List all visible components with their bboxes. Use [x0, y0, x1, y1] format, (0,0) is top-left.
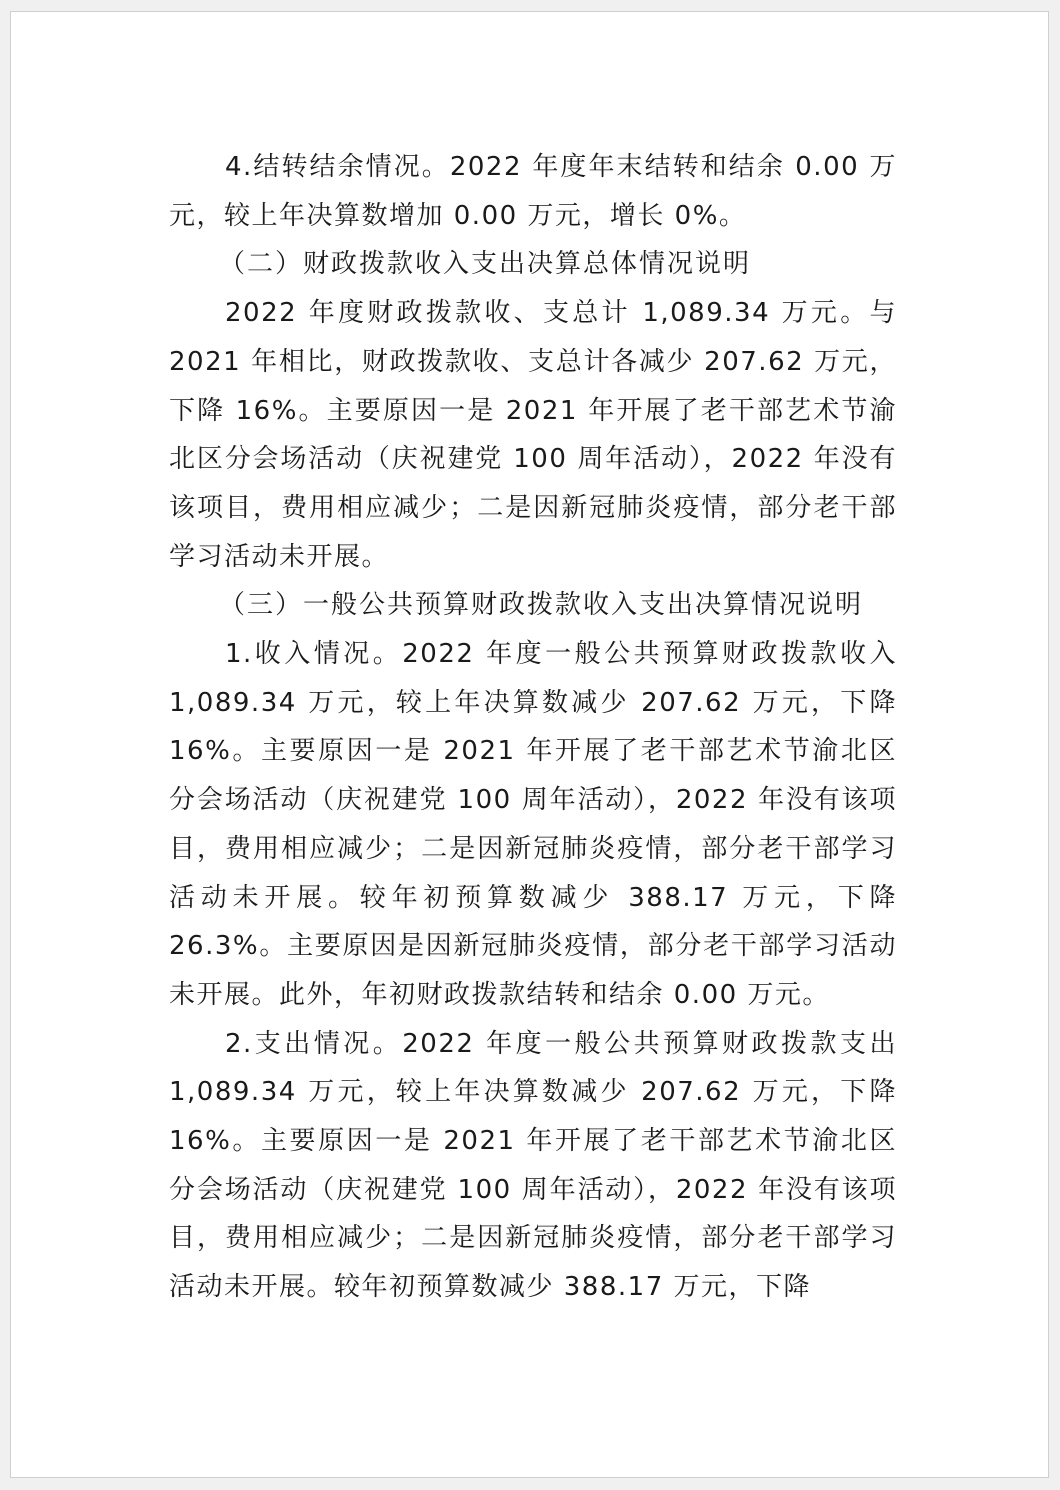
paragraph-expenditure: 2.支出情况。2022 年度一般公共预算财政拨款支出 1,089.34 万元，较上年决算数减少 207.62 万元，下降 16%。主要原因一是 2021 年开展了老干部艺术节渝北区分会场活动（庆祝建党 100 周年活动），2022 年没有该项目，费用相应减少；二是因新冠肺炎疫情，部分老干部学习活动未开展。较年初预算数减少 388.17 万元，下降: [169, 1028, 897, 1303]
paragraph-income: 1.收入情况。2022 年度一般公共预算财政拨款收入 1,089.34 万元，较上年决算数减少 207.62 万元，下降 16%。主要原因一是 2021 年开展了老干部艺术节渝北区分会场活动（庆祝建党 100 周年活动），2022 年没有该项目，费用相应减少；二是因新冠肺炎疫情，部分老干部学习活动未开展。较年初预算数减少 388.17 万元，下降 26.3%。主要原因是因新冠肺炎疫情，部分老干部学习活动未开展。此外，年初财政拨款结转和结余 0.00 万元。: [169, 639, 897, 1010]
document-body: [169, 143, 897, 1312]
paragraph-fiscal-overview: 2022 年度财政拨款收、支总计 1,089.34 万元。与 2021 年相比，财政拨款收、支总计各减少 207.62 万元，下降 16%。主要原因一是 2021 年开展了老干部艺术节渝北区分会场活动（庆祝建党 100 周年活动），2022 年没有该项目，费用相应减少；二是因新冠肺炎疫情，部分老干部学习活动未开展。: [169, 298, 897, 572]
section-heading-general-budget: （三）一般公共预算财政拨款收入支出决算情况说明: [219, 590, 864, 621]
paragraph-carryover-balance: 4.结转结余情况。2022 年度年末结转和结余 0.00 万元，较上年决算数增加 0.00 万元，增长 0%。: [169, 152, 897, 231]
document-page: [10, 11, 1049, 1478]
section-heading-fiscal-overview: （二）财政拨款收入支出决算总体情况说明: [219, 249, 752, 280]
